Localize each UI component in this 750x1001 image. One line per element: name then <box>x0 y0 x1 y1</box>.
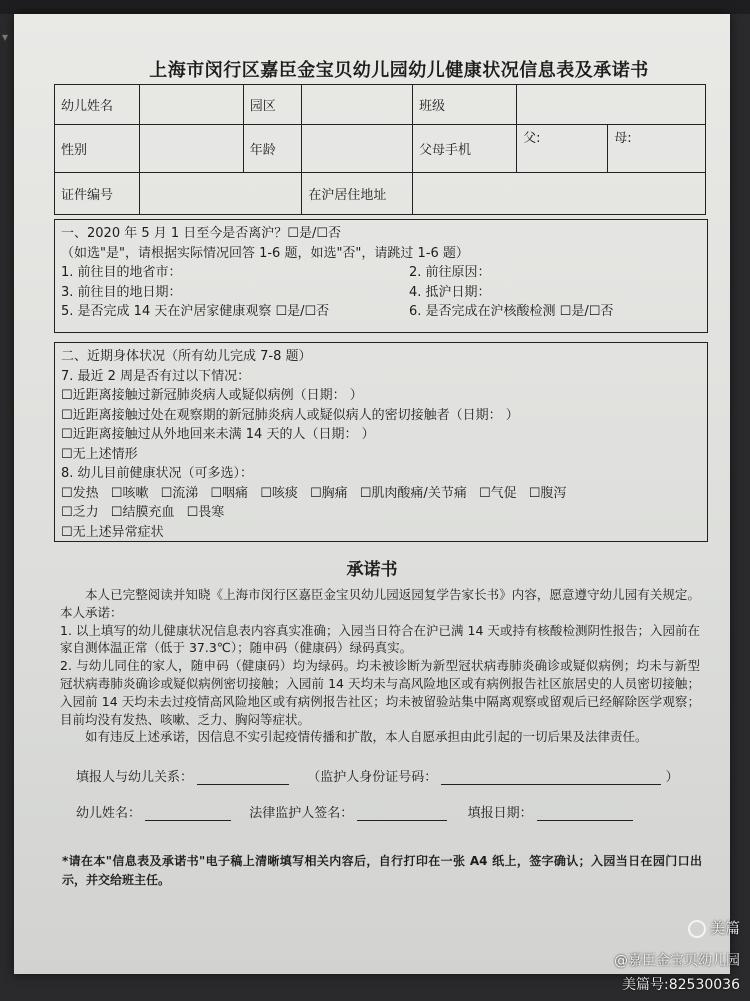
guardian-id-blank[interactable] <box>441 770 661 785</box>
fill-date-blank[interactable] <box>537 806 633 821</box>
symptom-checkbox[interactable]: ☐畏寒 <box>186 505 225 520</box>
pledge-item-1: 1. 以上填写的幼儿健康状况信息表内容真实准确；入园当日符合在沪已满 14 天或持有核酸检测阴性报告；入园前在家自测体温正常（低于 37.3℃）；随申码（健康码）绿码真实。 <box>60 622 700 656</box>
pledge-item-2: 2. 与幼儿同住的家人，随申码（健康码）均为绿码。均未被诊断为新型冠状病毒肺炎确诊或疑似病例；均未与新型冠状病毒肺炎确诊或疑似病例密切接触；入园前 14 天均未与高风险地区或有病例报告社区旅居史的人员密切接触；入园前 14 天均未去过疫情高风险地区或有病例报告社区；均未被留验站集中隔离观察或留观后已经解除医学观察；目前均没有发热、咳嗽、乏力、胸闷等症状。 <box>60 658 700 727</box>
question-1: 1. 前往目的地省市： <box>61 265 182 280</box>
footer-note: *请在本"信息表及承诺书"电子稿上清晰填写相关内容后，自行打印在一张 A4 纸上，签字确认；入园当日在园门口出示，并交给班主任。 <box>62 854 702 887</box>
shanghai-address-field[interactable] <box>413 173 706 215</box>
symptom-checkbox[interactable]: ☐结膜充血 <box>110 505 175 520</box>
gender-field[interactable] <box>139 125 243 173</box>
pledge-body <box>60 586 700 746</box>
class-field[interactable] <box>517 85 706 125</box>
relation-row <box>76 766 679 785</box>
class-label: 班级 <box>413 85 517 125</box>
campus-field[interactable] <box>302 85 413 125</box>
question-4: 4. 抵沪日期： <box>409 284 491 300</box>
relation-label: 填报人与幼儿关系： <box>76 770 194 785</box>
meipian-brand-text: 美篇 <box>709 919 740 937</box>
age-field[interactable] <box>302 125 413 173</box>
pledge-title: 承诺书 <box>346 560 398 580</box>
pledge-liability: 如有违反上述承诺，因信息不实引起疫情传播和扩散，本人自愿承担由此引起的一切后果及法律责任。 <box>85 729 648 745</box>
question-3: 3. 前往目的地日期： <box>61 284 182 300</box>
campus-label: 园区 <box>243 85 302 125</box>
question-7: 7. 最近 2 周是否有过以下情况： <box>61 368 251 384</box>
question-2: 2. 前往原因： <box>409 265 491 280</box>
question-5: 5. 是否完成 14 天在沪居家健康观察 ☐是/☐否 <box>61 304 330 319</box>
symptom-checkbox[interactable]: ☐流涕 <box>160 485 199 501</box>
guardian-sign-label: 法律监护人签名： <box>249 806 354 821</box>
q8-symptom-row-2 <box>61 503 701 523</box>
symptom-checkbox[interactable]: ☐气促 <box>478 485 517 501</box>
guardian-sign-blank[interactable] <box>357 806 447 821</box>
symptom-checkbox[interactable]: ☐肌肉酸痛/关节痛 <box>359 485 467 501</box>
q7-option-none[interactable]: ☐无上述情形 <box>61 446 138 462</box>
q7-option-observation-contact[interactable]: ☐近距离接触过处在观察期的新冠肺炎病人或疑似病人的密切接触者（日期： ） <box>61 407 519 423</box>
document-paper <box>14 14 730 974</box>
question-8: 8. 幼儿目前健康状况（可多选）： <box>61 466 254 481</box>
sign-child-name-label: 幼儿姓名： <box>76 806 142 821</box>
section2-heading: 二、近期身体状况（所有幼儿完成 7-8 题） <box>61 349 312 364</box>
section1-hint: （如选"是"，请根据实际情况回答 1-6 题，如选"否"，请跳过 1-6 题） <box>61 245 469 261</box>
child-name-field[interactable] <box>139 85 243 125</box>
child-name-label: 幼儿姓名 <box>55 85 140 125</box>
document-title: 上海市闵行区嘉臣金宝贝幼儿园幼儿健康状况信息表及承诺书 <box>149 60 649 81</box>
symptom-checkbox[interactable]: ☐咳嗽 <box>110 485 149 501</box>
child-info-table <box>54 84 706 215</box>
id-number-field[interactable] <box>139 173 302 215</box>
symptom-checkbox[interactable]: ☐发热 <box>61 485 99 501</box>
pledge-intro: 本人已完整阅读并知晓《上海市闵行区嘉臣金宝贝幼儿园返园复学告家长书》内容，愿意遵守幼儿园有关规定。本人承诺： <box>60 587 700 620</box>
meipian-logo-icon <box>688 920 706 938</box>
q8-option-none[interactable]: ☐无上述异常症状 <box>61 524 164 540</box>
id-number-label: 证件编号 <box>55 173 140 215</box>
watermark-owner: @嘉臣金宝贝幼儿园 <box>614 953 740 969</box>
section1-heading: 一、2020 年 5 月 1 日至今是否离沪？☐是/☐否 <box>61 226 341 241</box>
health-status-section <box>54 342 708 542</box>
shanghai-address-label: 在沪居住地址 <box>302 173 413 215</box>
meipian-logo <box>688 917 740 938</box>
symptom-checkbox[interactable]: ☐乏力 <box>61 505 99 520</box>
mother-phone-field[interactable]: 母: <box>608 125 706 173</box>
parent-phone-label: 父母手机 <box>413 125 517 173</box>
fill-date-label: 填报日期： <box>467 806 533 821</box>
gender-label: 性别 <box>55 125 140 173</box>
watermark-id: 美篇号:82530036 <box>622 977 740 993</box>
screen-top-edge <box>0 0 750 14</box>
symptom-checkbox[interactable]: ☐腹泻 <box>528 485 567 501</box>
father-phone-field[interactable]: 父: <box>517 125 608 173</box>
question-6: 6. 是否完成在沪核酸检测 ☐是/☐否 <box>409 304 614 319</box>
travel-history-section <box>54 219 708 333</box>
guardian-id-label: （监护人身份证号码： <box>307 770 438 785</box>
sign-child-name-blank[interactable] <box>145 806 231 821</box>
symptom-checkbox[interactable]: ☐胸痛 <box>309 485 348 501</box>
symptom-checkbox[interactable]: ☐咳痰 <box>260 485 298 501</box>
age-label: 年龄 <box>243 125 302 173</box>
guardian-id-close: ） <box>665 770 679 785</box>
q8-symptom-row-1 <box>61 484 701 504</box>
relation-blank[interactable] <box>197 770 289 785</box>
signature-row <box>76 802 633 821</box>
symptom-checkbox[interactable]: ☐咽痛 <box>210 485 249 501</box>
q7-option-confirmed-contact[interactable]: ☐近距离接触过新冠肺炎病人或疑似病例（日期： ） <box>61 388 363 403</box>
left-margin-marks: ▾ <box>2 30 9 44</box>
q7-option-outside-arrival[interactable]: ☐近距离接触过从外地回来未满 14 天的人（日期： ） <box>61 427 375 442</box>
